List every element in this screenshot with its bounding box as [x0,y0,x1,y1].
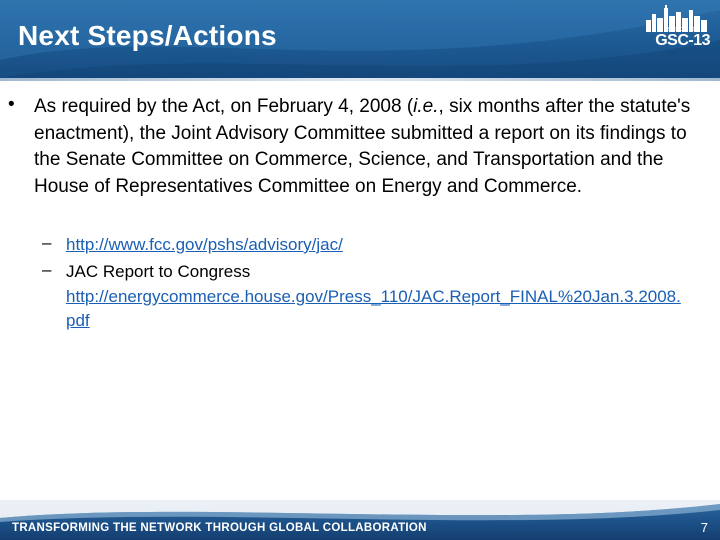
slide-header [0,0,720,78]
main-text-before: As required by the Act, on February 4, 2008 ( [34,96,414,117]
fcc-jac-link[interactable]: http://www.fcc.gov/pshs/advisory/jac/ [66,235,343,254]
sub-dash: – [42,233,52,252]
footer-tagline: TRANSFORMING THE NETWORK THROUGH GLOBAL COLLABORATION [12,522,427,534]
jac-report-label: JAC Report to Congress [66,262,251,281]
page-number: 7 [700,520,708,535]
slide-footer [0,500,720,540]
main-bullet-text [34,94,694,200]
sub-item-body [66,260,686,334]
jac-report-link[interactable]: http://energycommerce.house.gov/Press_110/JAC.Report_FINAL%20Jan.3.2008.pdf [66,286,681,330]
footer-swoosh-decoration [0,500,720,540]
sub-item-body [66,233,686,258]
header-divider [0,78,720,81]
logo-text: GSC-13 [655,32,710,49]
bullet-marker: • [8,94,15,115]
logo-subtext: BOSTON 2008 [666,27,700,33]
main-text-italic: i.e. [413,96,439,117]
main-text-after: , six months after the statute's enactment), the Joint Advisory Committee submitted a report on its findings to the Senate Committee on Commerce, Science, and Transportation and the House of Representatives Committee on Energy and Commerce. [34,96,691,197]
sub-dash: – [42,260,52,279]
page-title: Next Steps/Actions [18,20,277,51]
